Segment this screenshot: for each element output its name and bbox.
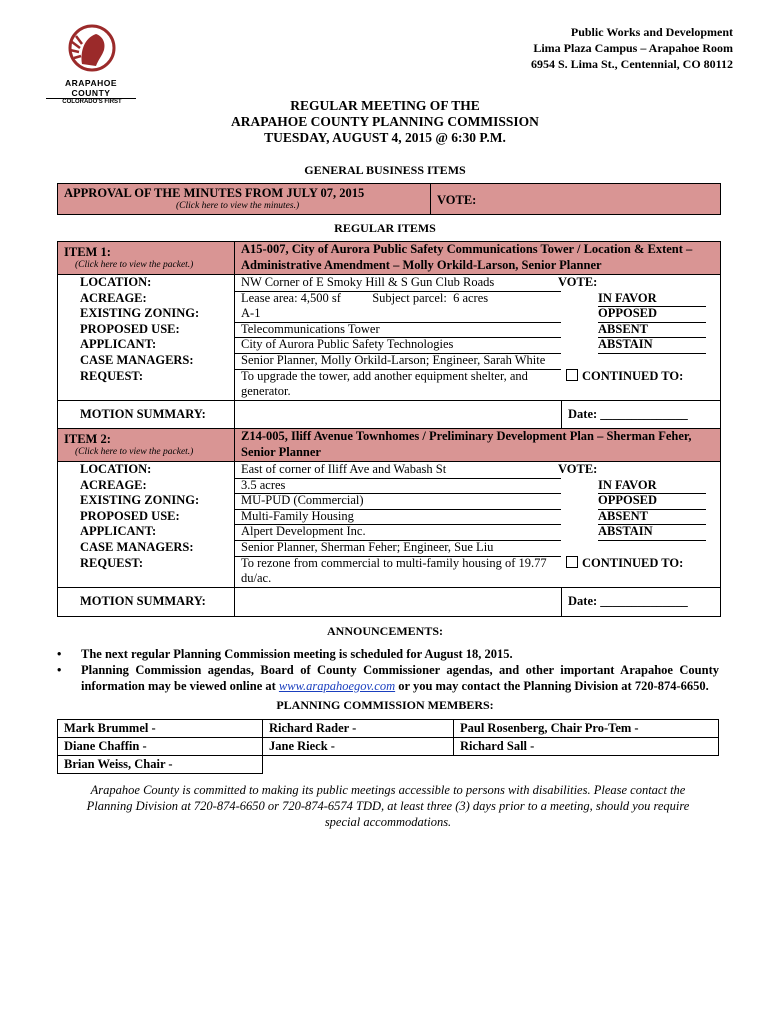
item-label: ITEM 2:	[64, 432, 111, 446]
motion-label: MOTION SUMMARY:	[80, 593, 206, 608]
continued-checkbox[interactable]	[566, 556, 578, 568]
acreage-label: ACREAGE:	[80, 477, 147, 492]
date-field: Date: ______________	[568, 406, 688, 421]
vote-in-favor: IN FAVOR	[598, 478, 706, 495]
member-cell: Paul Rosenberg, Chair Pro-Tem -	[454, 720, 719, 738]
address-line2: Lima Plaza Campus – Arapahoe Room	[533, 41, 733, 55]
location-label: LOCATION:	[80, 275, 152, 289]
county-website-link[interactable]: www.arapahoegov.com	[278, 679, 396, 693]
arapahoe-county-logo	[52, 24, 132, 105]
address-line1: Public Works and Development	[570, 25, 733, 39]
agenda-item-1	[57, 241, 721, 430]
item-label: ITEM 1:	[64, 245, 111, 259]
empty-cell	[263, 756, 454, 774]
title-line2: ARAPAHOE COUNTY PLANNING COMMISSION	[231, 114, 539, 129]
acreage-value: 3.5 acres	[234, 478, 561, 495]
vote-absent: ABSENT	[598, 509, 706, 526]
use-label: PROPOSED USE:	[80, 321, 180, 336]
date-field: Date: ______________	[568, 593, 688, 608]
address-line3: 6954 S. Lima St., Centennial, CO 80112	[530, 57, 733, 71]
acreage-value: Lease area: 4,500 sf Subject parcel: 6 acres	[234, 291, 561, 307]
general-business-heading: GENERAL BUSINESS ITEMS	[304, 163, 466, 177]
minutes-vote-cell	[430, 184, 721, 214]
agenda-item-2	[57, 428, 721, 617]
logo-name: ARAPAHOE COUNTY	[46, 78, 136, 99]
bullet-icon: •	[57, 647, 62, 661]
item-packet-link[interactable]: (Click here to view the packet.)	[75, 260, 194, 270]
minutes-link[interactable]: (Click here to view the minutes.)	[176, 201, 300, 211]
announcement-1: The next regular Planning Commission meeting is scheduled for August 18, 2015.	[81, 647, 513, 661]
managers-label: CASE MANAGERS:	[80, 352, 194, 367]
request-value: To upgrade the tower, add another equipment shelter, and generator.	[234, 369, 561, 400]
item-title: A15-007, City of Aurora Public Safety Communications Tower / Location & Extent – Administrative Amendment – Molly Orkild-Larson, Senior Planner	[234, 242, 719, 274]
table-row	[58, 756, 719, 774]
continued-label: CONTINUED TO:	[582, 555, 684, 570]
applicant-value: City of Aurora Public Safety Technologies	[234, 337, 561, 354]
use-label: PROPOSED USE:	[80, 508, 180, 523]
acreage-label: ACREAGE:	[80, 290, 147, 305]
use-value: Telecommunications Tower	[234, 322, 561, 339]
use-value: Multi-Family Housing	[234, 509, 561, 526]
zoning-label: EXISTING ZONING:	[80, 306, 200, 321]
motion-summary-row	[58, 587, 720, 616]
item-packet-link[interactable]: (Click here to view the packet.)	[75, 447, 194, 457]
continued-to[interactable]	[566, 556, 683, 572]
vote-abstain: ABSTAIN	[598, 337, 706, 354]
list-item	[57, 662, 719, 694]
applicant-value: Alpert Development Inc.	[234, 524, 561, 541]
member-cell: Diane Chaffin -	[58, 738, 263, 756]
empty-cell	[454, 756, 719, 774]
table-row	[58, 720, 719, 738]
table-row	[58, 738, 719, 756]
regular-items-heading: REGULAR ITEMS	[334, 221, 436, 235]
announcement-2-text: Planning Commission agendas, Board of County Commissioner agendas, and other important Arapahoe County information may be viewed online at	[81, 663, 719, 693]
applicant-label: APPLICANT:	[80, 337, 157, 352]
accessibility-note: Arapahoe County is committed to making its public meetings accessible to persons with disabilities. Please contact the Planning Division at 720-874-6650 or 720-874-6574 TDD, at least three (3) days prior to a meeting, should you require special accommodations.	[86, 783, 690, 829]
minutes-vote-label: VOTE:	[437, 193, 477, 207]
member-cell: Richard Sall -	[454, 738, 719, 756]
continued-to[interactable]	[566, 369, 683, 385]
zoning-value: MU-PUD (Commercial)	[234, 493, 561, 510]
managers-value: Senior Planner, Sherman Feher; Engineer, Sue Liu	[234, 540, 561, 557]
location-value: NW Corner of E Smoky Hill & S Gun Club Roads	[234, 275, 561, 292]
members-heading: PLANNING COMMISSION MEMBERS:	[276, 698, 494, 712]
motion-field[interactable]	[234, 588, 562, 616]
title-line3: TUESDAY, AUGUST 4, 2015 @ 6:30 P.M.	[264, 130, 506, 145]
managers-value: Senior Planner, Molly Orkild-Larson; Engineer, Sarah White	[234, 353, 561, 370]
vote-opposed: OPPOSED	[598, 306, 706, 323]
meeting-title	[0, 98, 770, 146]
motion-field[interactable]	[234, 401, 562, 429]
location-label: LOCATION:	[80, 462, 152, 476]
continued-label: CONTINUED TO:	[582, 368, 684, 383]
zoning-label: EXISTING ZONING:	[80, 493, 200, 508]
vote-label: VOTE:	[558, 462, 598, 476]
member-cell: Richard Rader -	[263, 720, 454, 738]
address-block	[531, 24, 733, 72]
motion-summary-row	[58, 400, 720, 429]
announcements-heading: ANNOUNCEMENTS:	[326, 624, 443, 638]
minutes-label: APPROVAL OF THE MINUTES FROM JULY 07, 2015	[64, 186, 365, 200]
vote-abstain: ABSTAIN	[598, 524, 706, 541]
vote-absent: ABSENT	[598, 322, 706, 339]
request-value: To rezone from commercial to multi-family housing of 19.77 du/ac.	[234, 556, 561, 587]
vote-opposed: OPPOSED	[598, 493, 706, 510]
location-value: East of corner of Iliff Ave and Wabash St	[234, 462, 561, 479]
vote-in-favor: IN FAVOR	[598, 291, 706, 308]
title-line1: REGULAR MEETING OF THE	[290, 98, 480, 113]
announcement-2-contact: or you may contact the Planning Division at 720-874-6650.	[398, 679, 709, 693]
managers-label: CASE MANAGERS:	[80, 539, 194, 554]
zoning-value: A-1	[234, 306, 561, 323]
continued-checkbox[interactable]	[566, 369, 578, 381]
list-item	[57, 646, 719, 662]
minutes-approval-row	[57, 183, 721, 215]
vote-label: VOTE:	[558, 275, 598, 289]
applicant-label: APPLICANT:	[80, 524, 157, 539]
logo-emblem-icon	[52, 24, 132, 74]
item-header	[58, 429, 720, 462]
item-title: Z14-005, Iliff Avenue Townhomes / Preliminary Development Plan – Sherman Feher, Senior Planner	[234, 429, 719, 461]
item-header	[58, 242, 720, 275]
member-cell: Mark Brummel -	[58, 720, 263, 738]
members-table	[57, 719, 719, 774]
member-cell: Brian Weiss, Chair -	[58, 756, 263, 774]
bullet-icon: •	[57, 663, 62, 677]
request-label: REQUEST:	[80, 555, 143, 570]
motion-label: MOTION SUMMARY:	[80, 406, 206, 421]
logo-tagline: COLORADO'S FIRST	[62, 99, 122, 105]
member-cell: Jane Rieck -	[263, 738, 454, 756]
request-label: REQUEST:	[80, 368, 143, 383]
announcements-list	[57, 646, 719, 694]
